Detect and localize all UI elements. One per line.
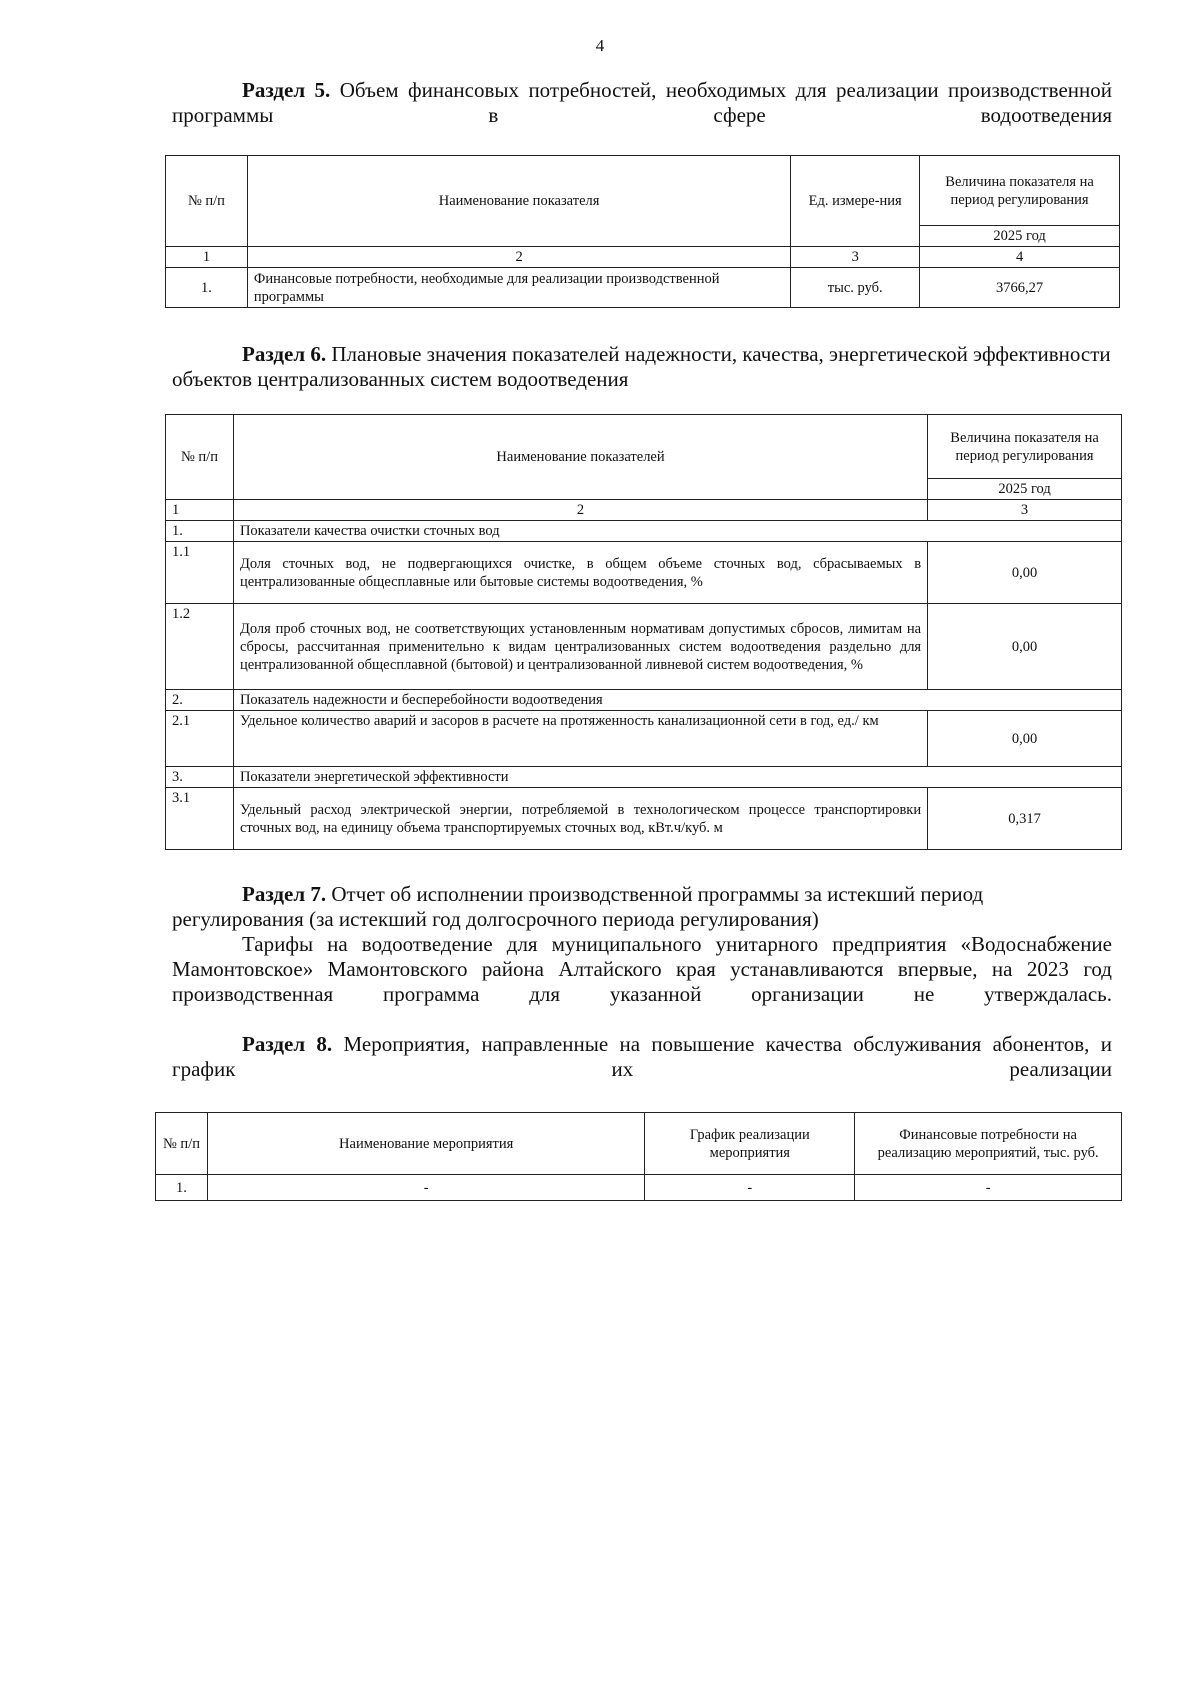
section5-heading-text: Объем финансовых потребностей, необходимых для реализации производственной программы в сфере водоотведения (172, 78, 1112, 127)
s8-row-finance: - (855, 1175, 1122, 1201)
section8-heading (172, 1032, 1112, 1082)
s6-row-name: Удельный расход электрической энергии, потребляемой в технологическом процессе транспортировки сточных вод, на единицу объема транспортируемых сточных вод, кВт.ч/куб. м (233, 788, 927, 850)
s5-row-name: Финансовые потребности, необходимые для реализации производственной программы (247, 268, 790, 308)
s5-header-value: Величина показателя на период регулирования (920, 156, 1120, 226)
s6-row-value: 0,00 (928, 711, 1122, 767)
table-row (166, 711, 1122, 767)
s6-row-name: Доля проб сточных вод, не соответствующих установленным нормативам допустимых сбросов, лимитам на сбросы, рассчитанная применительно к видам централизованных систем водоотведения раздельно для централизованной общесплавной (бытовой) и централизованной ливневой систем водоотведения, % (233, 604, 927, 690)
table-row (166, 604, 1122, 690)
s6-row-value: 0,00 (928, 604, 1122, 690)
table-row (156, 1175, 1122, 1201)
s6-header-num: № п/п (166, 415, 234, 500)
s8-header-schedule: График реализации мероприятия (645, 1113, 855, 1175)
table-row (166, 521, 1122, 542)
s5-col-index: 4 (920, 247, 1120, 268)
s6-row-name: Удельное количество аварий и засоров в расчете на протяженность канализационной сети в год, ед./ км (233, 711, 927, 767)
s8-header-num: № п/п (156, 1113, 208, 1175)
table-row (166, 542, 1122, 604)
s5-header-unit: Ед. измере-ния (791, 156, 920, 247)
s8-header-name: Наименование мероприятия (207, 1113, 644, 1175)
s6-row-num: 1.1 (166, 542, 234, 604)
section5-heading (172, 78, 1112, 128)
s6-col-index: 2 (233, 500, 927, 521)
page-number: 4 (595, 36, 605, 55)
section6-table (165, 414, 1122, 850)
s6-group-num: 3. (166, 767, 234, 788)
s5-col-index: 3 (791, 247, 920, 268)
section7-heading-bold: Раздел 7. (242, 882, 327, 906)
section8-heading-text: Мероприятия, направленные на повышение качества обслуживания абонентов, и график их реализации (172, 1032, 1112, 1081)
section8-heading-bold: Раздел 8. (242, 1032, 333, 1056)
table-row (166, 268, 1120, 308)
s5-header-name: Наименование показателя (247, 156, 790, 247)
s6-col-index: 3 (928, 500, 1122, 521)
s6-col-index: 1 (166, 500, 234, 521)
s6-row-value: 0,317 (928, 788, 1122, 850)
s8-header-finance: Финансовые потребности на реализацию мероприятий, тыс. руб. (855, 1113, 1122, 1175)
s6-group-title: Показатель надежности и бесперебойности водоотведения (233, 690, 1121, 711)
s6-group-num: 1. (166, 521, 234, 542)
s8-row-name: - (207, 1175, 644, 1201)
section7-heading-text: Отчет об исполнении производственной программы за истекший период регулирования (за истекший год долгосрочного периода регулирования) (172, 882, 984, 931)
s6-group-title: Показатели качества очистки сточных вод (233, 521, 1121, 542)
s5-row-num: 1. (166, 268, 248, 308)
s6-row-num: 1.2 (166, 604, 234, 690)
s6-header-name: Наименование показателей (233, 415, 927, 500)
section6-heading-text: Плановые значения показателей надежности, качества, энергетической эффективности объектов централизованных систем водоотведения (172, 342, 1111, 391)
s6-header-value: Величина показателя на период регулирования (928, 415, 1122, 479)
s6-header-year: 2025 год (928, 479, 1122, 500)
s5-row-value: 3766,27 (920, 268, 1120, 308)
table-row (166, 788, 1122, 850)
s6-row-num: 3.1 (166, 788, 234, 850)
section5-heading-bold: Раздел 5. (242, 78, 331, 102)
s6-row-name: Доля сточных вод, не подвергающихся очистке, в общем объеме сточных вод, сбрасываемых в централизованные общесплавные или бытовые системы водоотведения, % (233, 542, 927, 604)
s6-row-value: 0,00 (928, 542, 1122, 604)
section8-table (155, 1112, 1122, 1201)
section5-table (165, 155, 1120, 308)
s6-row-num: 2.1 (166, 711, 234, 767)
table-row (166, 690, 1122, 711)
section7-body-block (172, 932, 1112, 1007)
s8-row-num: 1. (156, 1175, 208, 1201)
section7-body: Тарифы на водоотведение для муниципального унитарного предприятия «Водоснабжение Мамонтовское» Мамонтовского района Алтайского края устанавливаются впервые, на 2023 год производственная программа для указанной организации не утверждалась. (172, 932, 1112, 1006)
s8-row-schedule: - (645, 1175, 855, 1201)
s5-header-num: № п/п (166, 156, 248, 247)
s5-col-index: 2 (247, 247, 790, 268)
table-row (166, 767, 1122, 788)
s6-group-title: Показатели энергетической эффективности (233, 767, 1121, 788)
s5-row-unit: тыс. руб. (791, 268, 920, 308)
s5-col-index: 1 (166, 247, 248, 268)
section7-heading (172, 882, 1112, 932)
s6-group-num: 2. (166, 690, 234, 711)
section6-heading (172, 342, 1112, 392)
s5-header-year: 2025 год (920, 226, 1120, 247)
section6-heading-bold: Раздел 6. (242, 342, 327, 366)
